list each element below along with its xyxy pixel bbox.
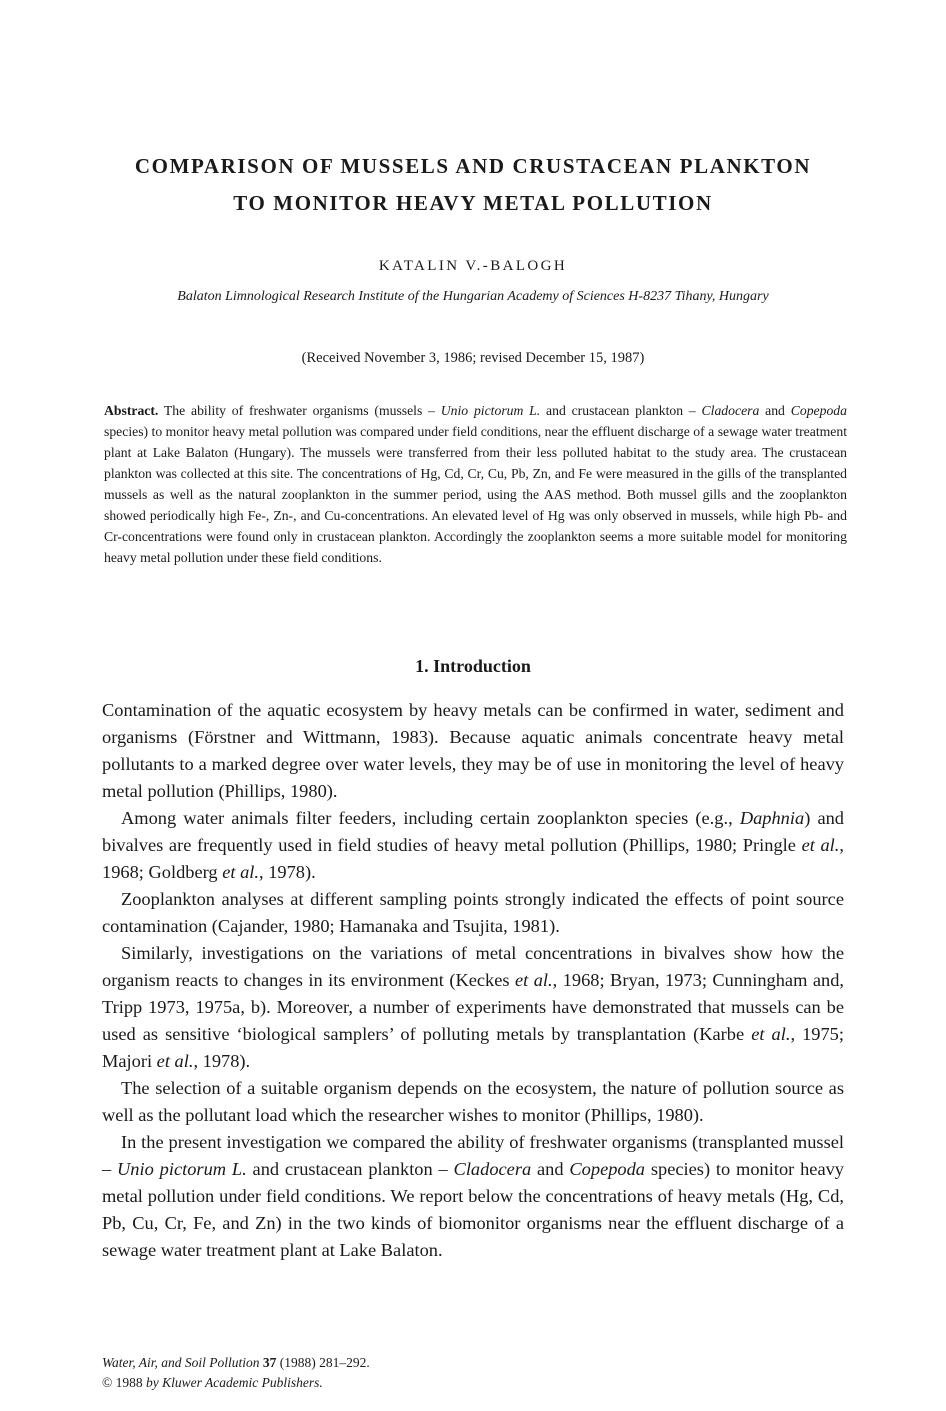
species-name: Copepoda xyxy=(569,1159,646,1179)
abstract-species: Cladocera xyxy=(701,403,760,418)
journal-details: (1988) 281–292. xyxy=(276,1355,370,1370)
copyright-line xyxy=(102,1373,370,1393)
paragraph-text: , 1978). xyxy=(259,862,316,882)
paragraph-3 xyxy=(102,886,844,940)
paragraph-5 xyxy=(102,1075,844,1129)
citation-etal: et al. xyxy=(751,1024,791,1044)
journal-footer xyxy=(102,1353,370,1393)
copyright-symbol: © xyxy=(102,1375,113,1390)
abstract xyxy=(104,400,847,568)
abstract-text: species) to monitor heavy metal pollution was compared under field conditions, near the effluent discharge of a sewage water treatment plant at Lake Balaton (Hungary). The mussels were transferred from their less polluted habitat to the study area. The crustacean plankton was collected at this site. The concentrations of Hg, Cd, Cr, Cu, Pb, Zn, and Fe were measured in the gills of the transplanted mussels as well as the natural zooplankton in the summer period, using the AAS method. Both mussel gills and the zooplankton showed periodically high Fe-, Zn-, and Cu-concentrations. An elevated level of Hg was only observed in mussels, while high Pb- and Cr-concentrations were found only in crustacean plankton. Accordingly the zooplankton seems a more suitable model for monitoring heavy metal pollution under these field conditions. xyxy=(104,424,847,565)
paragraph-text: , 1975; Majori xyxy=(102,1024,844,1071)
section-heading: 1. Introduction xyxy=(415,656,531,676)
citation-etal: et al. xyxy=(222,862,259,882)
abstract-text: and crustacean plankton – xyxy=(540,403,702,418)
introduction-body xyxy=(102,697,844,1264)
paragraph-4 xyxy=(102,940,844,1075)
paragraph-text: , 1978). xyxy=(193,1051,251,1071)
paragraph-text: The selection of a suitable organism depends on the ecosystem, the nature of pollution source as well as the pollutant load which the researcher wishes to monitor (Phillips, 1980). xyxy=(102,1078,844,1125)
species-name: Daphnia xyxy=(739,808,805,828)
journal-volume: 37 xyxy=(262,1355,277,1370)
copyright-holder: by Kluwer Academic Publishers. xyxy=(146,1375,323,1390)
paragraph-text: Zooplankton analyses at different sampling points strongly indicated the effects of point source contamination (Cajander, 1980; Hamanaka and Tsujita, 1981). xyxy=(102,889,844,936)
paragraph-text: species) to monitor heavy metal pollution under field conditions. We report below the concentrations of heavy metals (Hg, Cd, Pb, Cu, Cr, Fe, and Zn) in the two kinds of biomonitor organisms near the effluent discharge of a sewage water treatment plant at Lake Balaton. xyxy=(102,1159,845,1260)
species-name: Cladocera xyxy=(453,1159,532,1179)
title-line-2: TO MONITOR HEAVY METAL POLLUTION xyxy=(233,191,713,215)
citation-etal: et al. xyxy=(156,1051,194,1071)
paragraph-text: and crustacean plankton – xyxy=(246,1159,454,1179)
copyright-year: 1988 xyxy=(112,1375,147,1390)
paragraph-text: ) and bivalves are frequently used in field studies of heavy metal pollution (Phillips, 1980; Pringle xyxy=(102,808,845,855)
journal-name: Water, Air, and Soil Pollution xyxy=(102,1355,260,1370)
paragraph-1 xyxy=(102,697,844,805)
paper-title xyxy=(60,148,886,222)
paragraph-2 xyxy=(102,805,844,886)
paragraph-text: Contamination of the aquatic ecosystem by heavy metals can be confirmed in water, sediment and organisms (Förstner and Wittmann, 1983). Because aquatic animals concentrate heavy metal pollutants to a marked degree over water levels, they may be of use in monitoring the level of heavy metal pollution (Phillips, 1980). xyxy=(102,700,844,801)
paragraph-text: , 1968; Goldberg xyxy=(102,835,844,882)
paragraph-text: Similarly, investigations on the variations of metal concentrations in bivalves show how the organism reacts to changes in its environment (Keckes xyxy=(102,943,844,990)
paragraph-text: In the present investigation we compared the ability of freshwater organisms (transplanted mussel – xyxy=(102,1132,844,1179)
abstract-text: The ability of freshwater organisms (mussels – xyxy=(158,403,441,418)
paragraph-6 xyxy=(102,1129,844,1264)
abstract-species: Unio pictorum L. xyxy=(440,403,541,418)
paragraph-text: and xyxy=(531,1159,570,1179)
abstract-label: Abstract. xyxy=(104,403,159,418)
paragraph-text: , 1968; Bryan, 1973; Cunningham and, Tripp 1973, 1975a, b). Moreover, a number of experiments have demonstrated that mussels can be used as sensitive ‘biological samplers’ of polluting metals by transplantation (Karbe xyxy=(102,970,845,1044)
abstract-species: Copepoda xyxy=(790,403,847,418)
citation-etal: et al. xyxy=(801,835,840,855)
received-dates: (Received November 3, 1986; revised December 15, 1987) xyxy=(301,350,645,366)
title-line-1: COMPARISON OF MUSSELS AND CRUSTACEAN PLANKTON xyxy=(134,154,812,178)
species-name: Unio pictorum L. xyxy=(117,1159,247,1179)
citation-etal: et al. xyxy=(515,970,553,990)
abstract-text: and xyxy=(759,403,791,418)
author-affiliation: Balaton Limnological Research Institute of the Hungarian Academy of Sciences H-8237 Tihany, Hungary xyxy=(177,289,769,304)
paragraph-text: Among water animals filter feeders, including certain zooplankton species (e.g., xyxy=(121,808,740,828)
journal-citation xyxy=(102,1353,370,1373)
author-name: KATALIN V.-BALOGH xyxy=(378,258,568,274)
